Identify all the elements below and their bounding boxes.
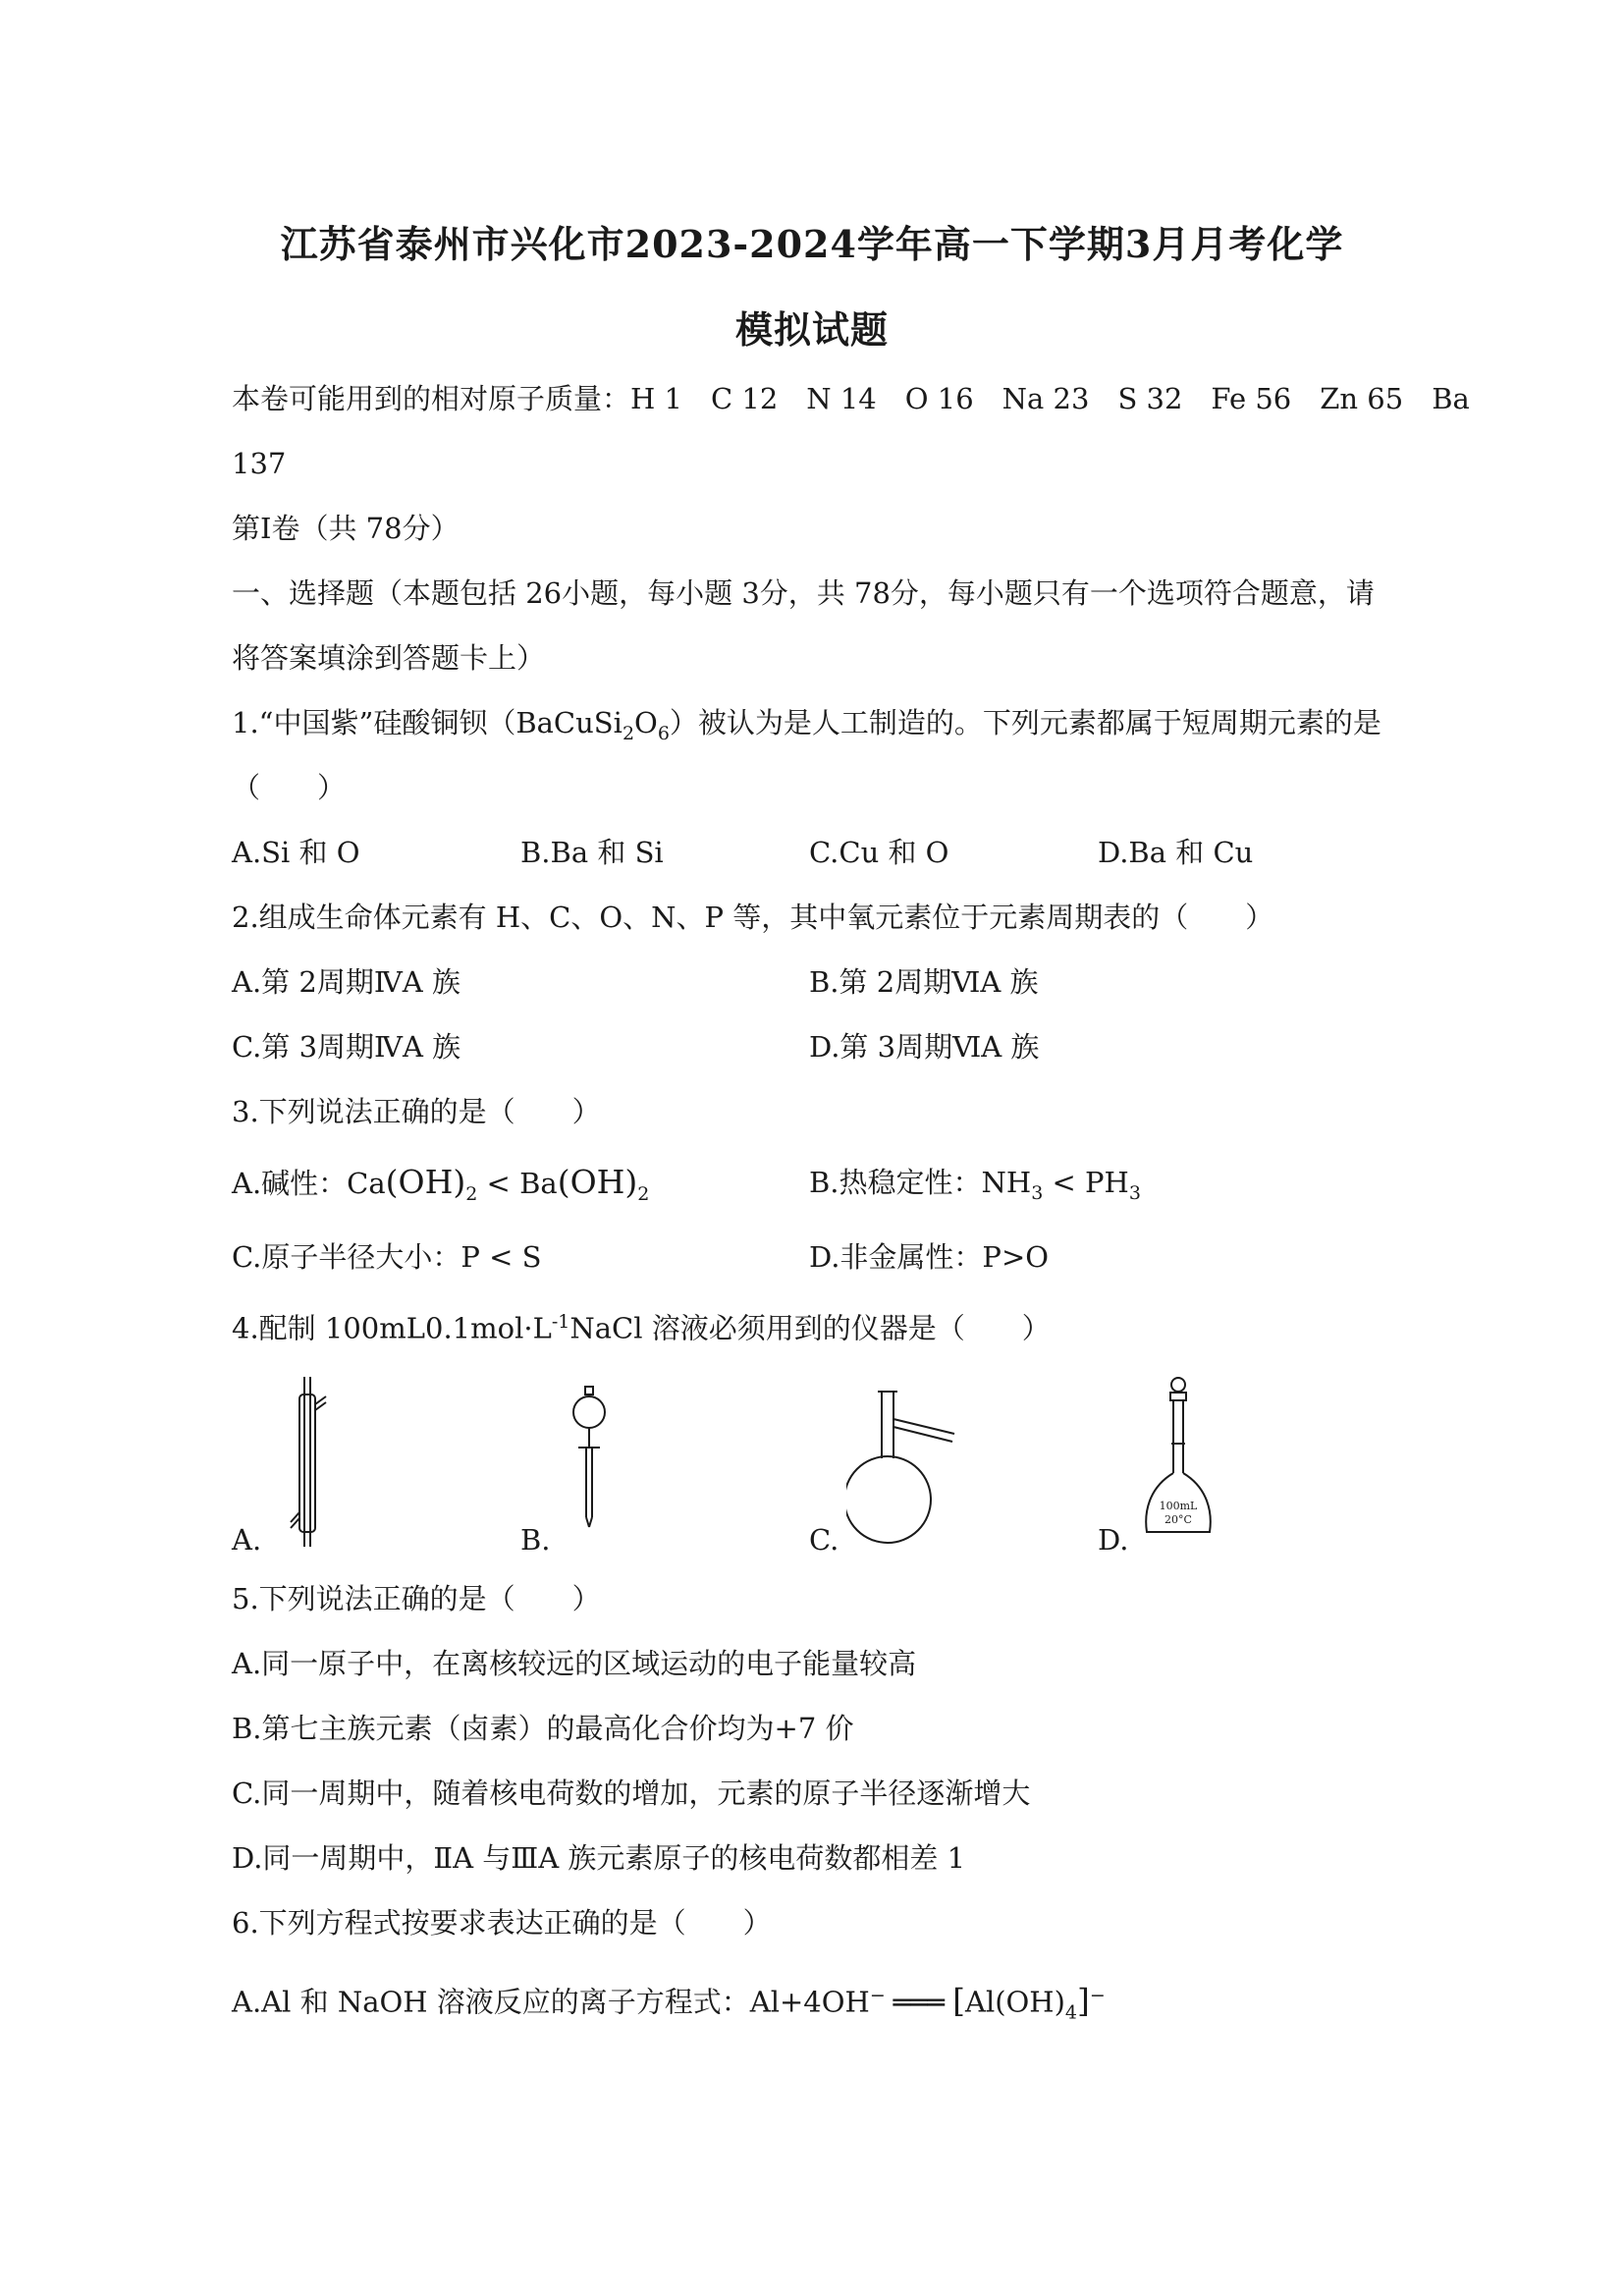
separatory-funnel-icon bbox=[565, 1385, 614, 1532]
q4-stem: 4.配制 $100mL0.1mol\cdot L^{-1}NaCl$ 溶液必须用到的仪器是（ ） bbox=[232, 1311, 1051, 1345]
section-instructions-line2: 将答案填涂到答题卡上） bbox=[232, 641, 546, 675]
q2-stem: 2.组成生命体元素有 H、C、O、N、P 等，其中氧元素位于元素周期表的（ ） bbox=[232, 901, 1274, 934]
q3-stem: 3.下列说法正确的是（ ） bbox=[232, 1095, 601, 1128]
q4-option-a-label: A. bbox=[232, 1523, 262, 1557]
q2-option-c: C.第 3周期ⅣA 族 bbox=[232, 1030, 461, 1064]
q4-option-b-label: B. bbox=[520, 1523, 551, 1557]
q4-option-c-label: C. bbox=[809, 1523, 839, 1557]
q2-option-b: B.第 2周期ⅥA 族 bbox=[809, 965, 1039, 999]
distillation-flask-icon bbox=[846, 1390, 964, 1547]
flask-volume-label: 100mL bbox=[1159, 1500, 1198, 1512]
q1-answer-blank: （ ） bbox=[232, 771, 347, 804]
q1-option-d: D.Ba 和 Cu bbox=[1098, 836, 1254, 869]
flask-temperature-label: 20°C bbox=[1164, 1513, 1192, 1526]
atomic-mass-line1: 本卷可能用到的相对原子质量：H 1 C 12 N 14 O 16 Na 23 S 32 Fe 56 Zn 65 Ba bbox=[232, 382, 1470, 415]
q3-option-b: B.热稳定性：$NH_3 < PH_3$ bbox=[809, 1166, 1141, 1204]
exam-title-line2: 模拟试题 bbox=[734, 307, 889, 352]
q2-option-a: A.第 2周期ⅣA 族 bbox=[232, 965, 460, 999]
volumetric-flask-icon bbox=[1139, 1375, 1218, 1547]
atomic-mass-line2: 137 bbox=[232, 447, 287, 480]
q1-option-b: B.Ba 和 Si bbox=[520, 836, 664, 869]
q1-option-c: C.Cu 和 O bbox=[809, 836, 949, 869]
q5-stem: 5.下列说法正确的是（ ） bbox=[232, 1582, 601, 1615]
condenser-icon bbox=[285, 1375, 334, 1552]
q1-stem: 1.“中国紫”硅酸铜钡$(BaCuSi_2O_6)$被认为是人工制造的。下列元素都属于短周期元素的是 bbox=[232, 706, 1381, 744]
q6-option-a: A.Al 和 NaOH 溶液反应的离子方程式：Al+4OH− ═══ $[Al(OH)_4]^-$ bbox=[232, 1981, 1106, 2024]
q5-option-c: C.同一周期中，随着核电荷数的增加，元素的原子半径逐渐增大 bbox=[232, 1777, 1031, 1810]
q3-option-d: D.非金属性：P>O bbox=[809, 1240, 1050, 1274]
q3-option-a: A.碱性：$Ca(OH)_2 < Ba(OH)_2$ bbox=[232, 1163, 650, 1205]
q4-option-d-label: D. bbox=[1098, 1523, 1129, 1557]
section-instructions-line1: 一、选择题（本题包括 26小题，每小题 3分，共 78分，每小题只有一个选项符合题意，请 bbox=[232, 576, 1375, 610]
q3-option-c: C.原子半径大小：P < S bbox=[232, 1240, 542, 1274]
part-title: 第Ⅰ卷（共 78分） bbox=[232, 512, 460, 545]
q1-option-a: A.Si 和 O bbox=[232, 836, 360, 869]
q2-option-d: D.第 3周期ⅥA 族 bbox=[809, 1030, 1040, 1064]
q5-option-d: D.同一周期中，ⅡA 与ⅢA 族元素原子的核电荷数都相差 1 bbox=[232, 1841, 966, 1875]
q5-option-a: A.同一原子中，在离核较远的区域运动的电子能量较高 bbox=[232, 1647, 917, 1680]
q5-option-b: B.第七主族元素（卤素）的最高化合价均为+7 价 bbox=[232, 1712, 854, 1745]
q6-stem: 6.下列方程式按要求表达正确的是（ ） bbox=[232, 1906, 772, 1940]
exam-title-line1: 江苏省泰州市兴化市2023-2024学年高一下学期3月月考化学 bbox=[280, 222, 1344, 266]
